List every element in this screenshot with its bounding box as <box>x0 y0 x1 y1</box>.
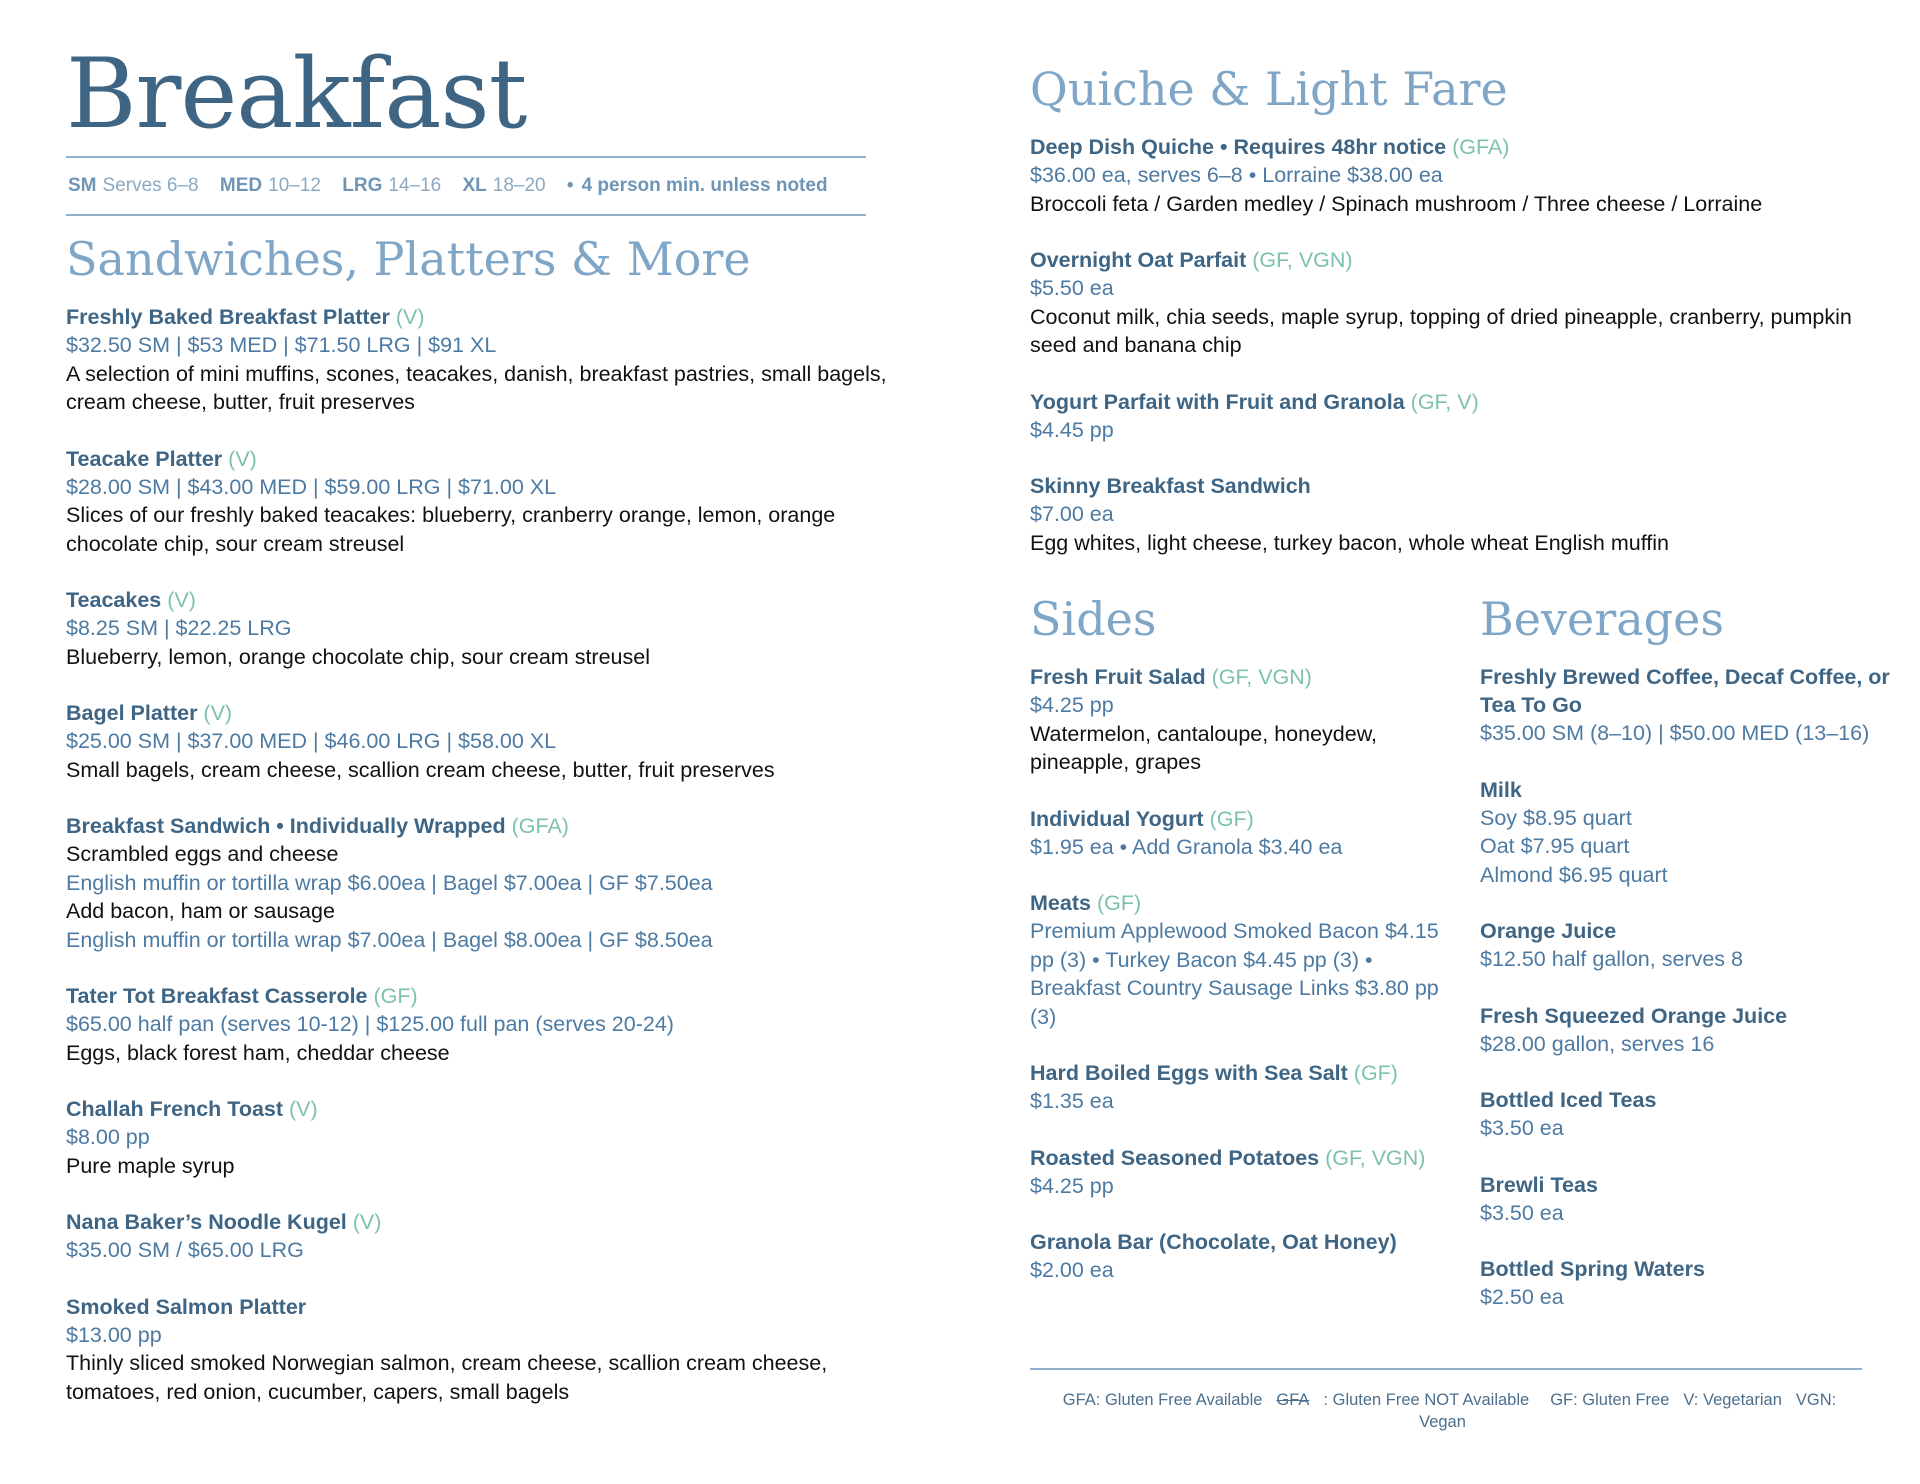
quiche-heading: Quiche & Light Fare <box>1030 62 1508 116</box>
sandwiches-list <box>66 303 906 1434</box>
menu-item-header <box>66 445 906 473</box>
menu-item-name: Hard Boiled Eggs with Sea Salt <box>1030 1061 1348 1085</box>
dietary-tag: (GF) <box>1096 891 1142 915</box>
menu-item-price: $28.00 SM | $43.00 MED | $59.00 LRG | $71.00 XL <box>66 474 557 499</box>
menu-item <box>1480 1255 1900 1312</box>
legend-gf: GF: Gluten Free <box>1550 1391 1670 1409</box>
legend-vgn: VGN: Vegan <box>1419 1391 1837 1431</box>
menu-item-price: English muffin or tortilla wrap $6.00ea | Bagel $7.00ea | GF $7.50ea <box>66 870 713 895</box>
menu-item-name: Teacake Platter <box>66 446 223 471</box>
menu-item-name: Smoked Salmon Platter <box>66 1294 307 1319</box>
quiche-list <box>1030 133 1890 585</box>
menu-item-name: Tater Tot Breakfast Casserole <box>66 984 368 1008</box>
menu-item-header <box>1480 1171 1900 1199</box>
menu-item-price: $5.50 ea <box>1030 276 1114 300</box>
menu-item-price: $2.00 ea <box>1030 1258 1114 1282</box>
size-lrg-label: LRG <box>342 175 383 196</box>
menu-item-header <box>66 1208 906 1236</box>
menu-item-description: Add bacon, ham or sausage <box>66 899 335 923</box>
dietary-tag: (GF) <box>1209 806 1254 831</box>
menu-item-price: $3.50 ea <box>1480 1200 1564 1225</box>
menu-item-header <box>1480 663 1900 719</box>
menu-item-price: $1.95 ea • Add Granola $3.40 ea <box>1030 834 1343 859</box>
menu-item-name: Overnight Oat Parfait <box>1030 248 1247 272</box>
menu-item-price: $2.50 ea <box>1480 1285 1564 1309</box>
size-lrg-text: 14–16 <box>388 175 442 196</box>
menu-item <box>66 1095 906 1180</box>
menu-item <box>66 1208 906 1265</box>
legend-gfa-not-text: : Gluten Free NOT Available <box>1323 1391 1530 1409</box>
menu-item-price: $32.50 SM | $53 MED | $71.50 LRG | $91 XL <box>66 333 497 357</box>
dietary-tag: (GF) <box>373 984 418 1008</box>
menu-item-price: $25.00 SM | $37.00 MED | $46.00 LRG | $58.00 XL <box>66 729 557 753</box>
menu-item-price: $8.00 pp <box>66 1125 150 1149</box>
sides-list <box>1030 663 1450 1313</box>
menu-item-description: Watermelon, cantaloupe, honeydew, pineapple, grapes <box>1030 721 1378 774</box>
page-title: Breakfast <box>66 38 527 150</box>
menu-item <box>66 1293 906 1407</box>
menu-item-price: $35.00 SM / $65.00 LRG <box>66 1238 304 1262</box>
menu-item-description: Slices of our freshly baked teacakes: blueberry, cranberry orange, lemon, orange chocolate chip, sour cream streusel <box>66 503 836 556</box>
menu-item-price: $1.35 ea <box>1030 1089 1114 1113</box>
menu-item <box>1030 472 1890 557</box>
dietary-tag: (V) <box>228 446 257 471</box>
legend <box>1030 1389 1862 1433</box>
menu-item <box>66 303 906 417</box>
menu-item-header <box>1480 1002 1900 1030</box>
menu-item-price: $36.00 ea, serves 6–8 • Lorraine $38.00 ea <box>1030 163 1443 187</box>
menu-item-header <box>1030 388 1890 416</box>
menu-item-description: Eggs, black forest ham, cheddar cheese <box>66 1040 450 1065</box>
menu-item-description: Broccoli feta / Garden medley / Spinach mushroom / Three cheese / Lorraine <box>1030 191 1763 216</box>
menu-item <box>66 982 906 1067</box>
menu-item-header <box>1030 133 1890 161</box>
menu-item-price: $4.25 pp <box>1030 1173 1114 1198</box>
menu-item-price: Premium Applewood Smoked Bacon $4.15 pp (3) • Turkey Bacon $4.45 pp (3) • Breakfast Country Sausage Links $3.80 pp (3) <box>1030 919 1439 1029</box>
menu-item <box>1480 1086 1900 1143</box>
dietary-tag: (V) <box>289 1097 318 1121</box>
menu-item-price: $13.00 pp <box>66 1322 162 1347</box>
size-key: SM Serves 6–8 MED 10–12 LRG 14–16 XL 18–20 • 4 person min. unless noted <box>66 156 866 216</box>
menu-item-price: Almond $6.95 quart <box>1480 862 1668 887</box>
size-sm-label: SM <box>68 175 97 196</box>
size-xl-label: XL <box>462 175 487 196</box>
menu-item <box>1030 388 1890 445</box>
menu-item-header <box>66 586 906 614</box>
menu-item-header <box>1030 1059 1450 1087</box>
menu-item-description: Egg whites, light cheese, turkey bacon, whole wheat English muffin <box>1030 530 1669 555</box>
menu-item-price: English muffin or tortilla wrap $7.00ea | Bagel $8.00ea | GF $8.50ea <box>66 927 713 952</box>
menu-item-description: Blueberry, lemon, orange chocolate chip, sour cream streusel <box>66 644 650 669</box>
menu-item <box>1030 1228 1450 1285</box>
dietary-tag: (GF, VGN) <box>1211 665 1312 689</box>
menu-item-price: $7.00 ea <box>1030 502 1114 526</box>
menu-item <box>1030 889 1450 1031</box>
menu-item-header <box>1030 1144 1450 1172</box>
legend-gfa: GFA: Gluten Free Available <box>1062 1391 1263 1409</box>
menu-item-name: Yogurt Parfait with Fruit and Granola <box>1030 389 1405 414</box>
menu-item <box>1030 805 1450 862</box>
menu-item <box>1480 1171 1900 1228</box>
menu-item-name: Bottled Spring Waters <box>1480 1257 1705 1281</box>
menu-item-description: Scrambled eggs and cheese <box>66 842 339 866</box>
menu-item <box>1030 1059 1450 1116</box>
menu-item-header <box>1030 663 1450 691</box>
menu-item <box>1480 1002 1900 1059</box>
menu-item-name: Skinny Breakfast Sandwich <box>1030 474 1311 498</box>
menu-item-header <box>1030 1228 1450 1256</box>
menu-item-header <box>1030 472 1890 500</box>
menu-item-name: Challah French Toast <box>66 1097 284 1121</box>
menu-item-name: Fresh Fruit Salad <box>1030 665 1206 689</box>
dietary-tag: (GF) <box>1353 1061 1398 1085</box>
menu-item-price: $4.45 pp <box>1030 417 1114 442</box>
menu-item-description: Small bagels, cream cheese, scallion cream cheese, butter, fruit preserves <box>66 757 775 782</box>
menu-item-header <box>1480 1086 1900 1114</box>
size-xl-text: 18–20 <box>492 175 546 196</box>
menu-item-price: $65.00 half pan (serves 10-12) | $125.00 full pan (serves 20-24) <box>66 1012 674 1036</box>
menu-item-description: Pure maple syrup <box>66 1153 235 1178</box>
beverages-list <box>1480 663 1900 1340</box>
menu-item-header <box>1480 1255 1900 1283</box>
menu-item-name: Nana Baker’s Noodle Kugel <box>66 1210 347 1234</box>
legend-v: V: Vegetarian <box>1683 1391 1782 1409</box>
dietary-tag: (GF, VGN) <box>1252 248 1353 272</box>
menu-item-header <box>1030 246 1890 274</box>
menu-item-header <box>1030 805 1450 833</box>
dietary-tag: (GF, VGN) <box>1325 1145 1426 1170</box>
menu-item <box>1480 663 1900 748</box>
menu-item-price: Soy $8.95 quart <box>1480 805 1632 830</box>
menu-item-name: Milk <box>1480 777 1522 802</box>
dietary-tag: (GF, V) <box>1410 389 1479 414</box>
menu-item-name: Roasted Seasoned Potatoes <box>1030 1145 1320 1170</box>
menu-item <box>1030 1144 1450 1201</box>
menu-item-header <box>66 1095 906 1123</box>
menu-item-name: Breakfast Sandwich • Individually Wrapped <box>66 814 506 838</box>
menu-item-name: Bottled Iced Teas <box>1480 1088 1657 1112</box>
dietary-tag: (GFA) <box>511 814 569 838</box>
menu-item-name: Individual Yogurt <box>1030 806 1204 831</box>
menu-item-header <box>1480 776 1900 804</box>
menu-item-name: Deep Dish Quiche • Requires 48hr notice <box>1030 135 1447 159</box>
menu-item <box>1480 776 1900 890</box>
legend-gfa-not-abbr: GFA <box>1276 1391 1310 1409</box>
menu-item-name: Bagel Platter <box>66 701 198 725</box>
menu-item-name: Brewli Teas <box>1480 1172 1598 1197</box>
menu-item-price: $35.00 SM (8–10) | $50.00 MED (13–16) <box>1480 721 1870 745</box>
menu-item-description: Coconut milk, chia seeds, maple syrup, topping of dried pineapple, cranberry, pumpkin seed and banana chip <box>1030 304 1852 357</box>
menu-item-name: Fresh Squeezed Orange Juice <box>1480 1003 1788 1028</box>
dietary-tag: (V) <box>352 1210 382 1234</box>
beverages-heading: Beverages <box>1480 592 1724 646</box>
menu-item-header <box>66 982 906 1010</box>
size-med-label: MED <box>219 175 263 196</box>
menu-item <box>1480 917 1900 974</box>
dietary-tag: (GFA) <box>1452 135 1510 159</box>
size-sm-text: Serves 6–8 <box>102 175 199 196</box>
menu-item-description: A selection of mini muffins, scones, teacakes, danish, breakfast pastries, small bagels, cream cheese, butter, fruit preserves <box>66 361 887 414</box>
sandwiches-heading: Sandwiches, Platters & More <box>66 232 751 286</box>
menu-item-price: $12.50 half gallon, serves 8 <box>1480 947 1743 971</box>
menu-item-header <box>66 812 906 840</box>
dietary-tag: (V) <box>203 701 233 725</box>
menu-item-name: Freshly Baked Breakfast Platter <box>66 305 390 329</box>
size-note: 4 person min. unless noted <box>581 175 828 196</box>
menu-item-description: Thinly sliced smoked Norwegian salmon, cream cheese, scallion cream cheese, tomatoes, red onion, cucumber, capers, small bagels <box>66 1351 828 1404</box>
menu-item <box>1030 663 1450 777</box>
menu-item-header <box>66 303 906 331</box>
menu-item-name: Granola Bar (Chocolate, Oat Honey) <box>1030 1230 1397 1254</box>
menu-item-name: Teacakes <box>66 588 162 612</box>
menu-item <box>1030 246 1890 360</box>
dietary-tag: (V) <box>395 305 425 329</box>
menu-item-price: Oat $7.95 quart <box>1480 834 1630 858</box>
legend-divider <box>1030 1368 1862 1370</box>
menu-item-header <box>66 1293 906 1321</box>
menu-item-name: Orange Juice <box>1480 919 1617 943</box>
menu-item <box>66 699 906 784</box>
menu-item-price: $28.00 gallon, serves 16 <box>1480 1031 1715 1056</box>
menu-item <box>66 445 906 559</box>
menu-item-header <box>1480 917 1900 945</box>
dietary-tag: (V) <box>167 588 196 612</box>
menu-item-name: Meats <box>1030 891 1091 915</box>
menu-item-price: $4.25 pp <box>1030 693 1114 717</box>
menu-item <box>66 812 906 954</box>
menu-item-price: $8.25 SM | $22.25 LRG <box>66 616 292 640</box>
menu-item-header <box>66 699 906 727</box>
size-med-text: 10–12 <box>268 175 321 196</box>
menu-item <box>66 586 906 671</box>
menu-item-name: Freshly Brewed Coffee, Decaf Coffee, or Tea To Go <box>1480 665 1890 717</box>
menu-item-header <box>1030 889 1450 917</box>
sides-heading: Sides <box>1030 592 1157 646</box>
menu-item <box>1030 133 1890 218</box>
menu-item-price: $3.50 ea <box>1480 1116 1564 1140</box>
